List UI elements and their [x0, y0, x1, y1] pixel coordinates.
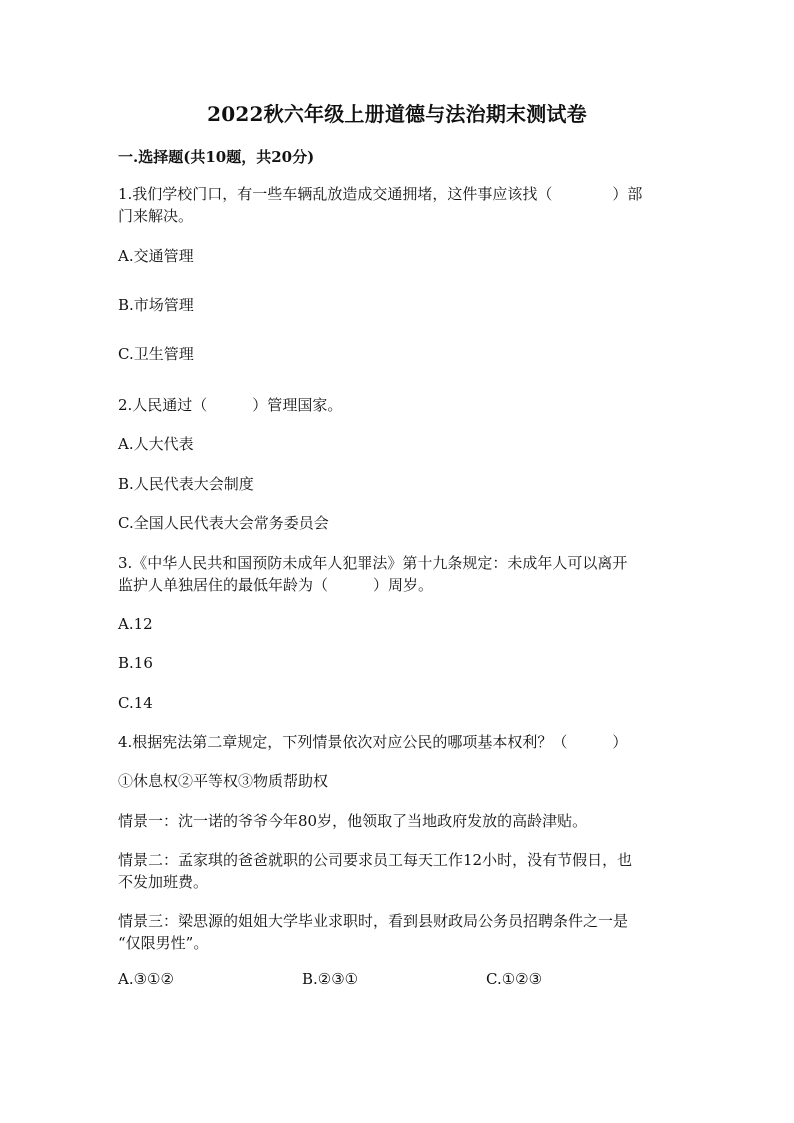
question-2-line-1: 2.人民通过（ ）管理国家。	[118, 396, 343, 414]
question-1-option-b: B.市场管理	[118, 296, 194, 314]
question-1-option-c: C.卫生管理	[118, 345, 194, 363]
section-heading: 一.选择题(共10题，共20分)	[118, 148, 315, 166]
question-3-option-a: A.12	[118, 615, 153, 633]
question-2-option-b: B.人民代表大会制度	[118, 475, 254, 493]
question-1-line-2: 门来解决。	[118, 207, 194, 225]
question-4-scene-3-line-2: “仅限男性”。	[118, 934, 209, 952]
question-2-option-c: C.全国人民代表大会常务委员会	[118, 514, 329, 532]
question-3-option-c: C.14	[118, 694, 153, 712]
question-4-line-1: 4.根据宪法第二章规定，下列情景依次对应公民的哪项基本权利？（ ）	[118, 733, 628, 751]
question-4-scene-2-line-2: 不发加班费。	[118, 873, 209, 891]
question-3-line-1: 3.《中华人民共和国预防未成年人犯罪法》第十九条规定：未成年人可以离开	[118, 554, 628, 572]
question-3-option-b: B.16	[118, 654, 153, 672]
question-4-option-a: A.③①②	[118, 970, 174, 988]
question-3-line-2: 监护人单独居住的最低年龄为（ ）周岁。	[118, 576, 434, 594]
question-2-option-a: A.人大代表	[118, 435, 194, 453]
question-4-rights: ①休息权②平等权③物质帮助权	[118, 772, 329, 790]
question-4-scene-2-line-1: 情景二：孟家琪的爸爸就职的公司要求员工每天工作12小时，没有节假日，也	[118, 851, 633, 869]
question-4-option-c: C.①②③	[486, 970, 543, 988]
question-4-option-b: B.②③①	[302, 970, 359, 988]
question-4-scene-1: 情景一：沈一诺的爷爷今年80岁，他领取了当地政府发放的高龄津贴。	[118, 812, 588, 830]
question-1-option-a: A.交通管理	[118, 247, 194, 265]
page-title: 2022秋六年级上册道德与法治期末测试卷	[207, 102, 587, 126]
question-4-scene-3-line-1: 情景三：梁思源的姐姐大学毕业求职时，看到县财政局公务员招聘条件之一是	[118, 912, 629, 930]
question-4-options-row	[118, 968, 678, 990]
question-1-line-1: 1.我们学校门口，有一些车辆乱放造成交通拥堵，这件事应该找（ ）部	[118, 185, 643, 203]
